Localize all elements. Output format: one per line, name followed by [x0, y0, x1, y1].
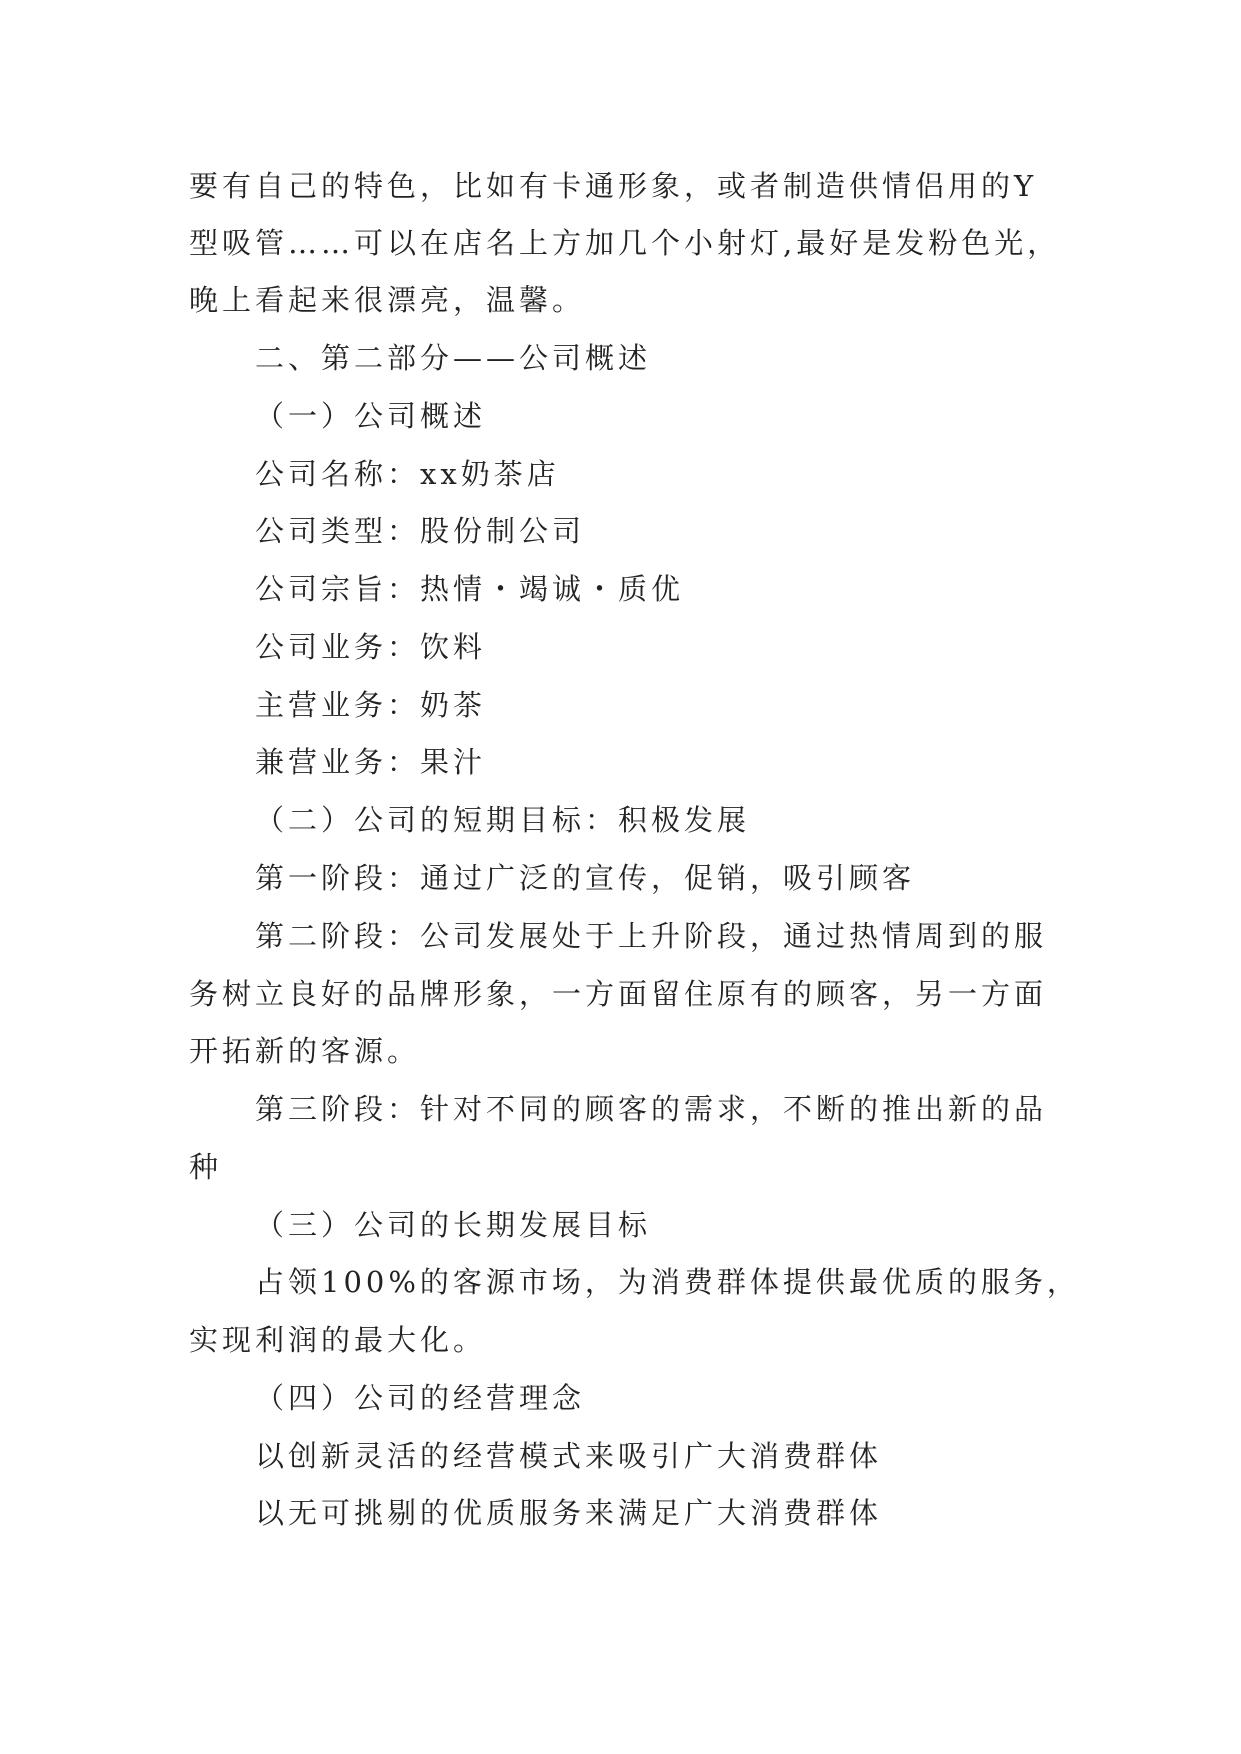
- body-text-line: 种: [189, 1150, 223, 1184]
- subsection-heading: （一）公司概述: [255, 399, 487, 433]
- subsection-heading: （四）公司的经营理念: [255, 1381, 586, 1415]
- company-name: 公司名称：xx奶茶店: [255, 457, 560, 491]
- company-business: 公司业务：饮料: [255, 630, 487, 664]
- body-text-line: 第二阶段：公司发展处于上升阶段，通过热情周到的服: [255, 919, 1048, 953]
- company-type: 公司类型：股份制公司: [255, 514, 586, 548]
- side-business: 兼营业务：果汁: [255, 745, 487, 779]
- section-heading: 二、第二部分——公司概述: [255, 341, 652, 375]
- body-text-line: 型吸管……可以在店名上方加几个小射灯,最好是发粉色光，: [189, 226, 1061, 260]
- main-business: 主营业务：奶茶: [255, 688, 487, 722]
- company-purpose: 公司宗旨：热情・竭诚・质优: [255, 572, 685, 606]
- subsection-heading: （三）公司的长期发展目标: [255, 1208, 652, 1242]
- body-text-line: 第三阶段：针对不同的顾客的需求，不断的推出新的品: [255, 1092, 1048, 1126]
- body-text-line: 以创新灵活的经营模式来吸引广大消费群体: [255, 1439, 883, 1473]
- subsection-heading: （二）公司的短期目标：积极发展: [255, 803, 751, 837]
- body-text-line: 第一阶段：通过广泛的宣传，促销，吸引顾客: [255, 861, 916, 895]
- body-text-line: 占领100%的客源市场，为消费群体提供最优质的服务，: [255, 1265, 1080, 1299]
- body-text-line: 晚上看起来很漂亮，温馨。: [189, 283, 586, 317]
- body-text-line: 以无可挑剔的优质服务来满足广大消费群体: [255, 1496, 883, 1530]
- body-text-line: 务树立良好的品牌形象，一方面留住原有的顾客，另一方面: [189, 977, 1048, 1011]
- body-text-line: 实现利润的最大化。: [189, 1323, 487, 1357]
- body-text-line: 开拓新的客源。: [189, 1034, 421, 1068]
- body-text-line: 要有自己的特色，比如有卡通形象，或者制造供情侣用的Y: [189, 169, 1038, 203]
